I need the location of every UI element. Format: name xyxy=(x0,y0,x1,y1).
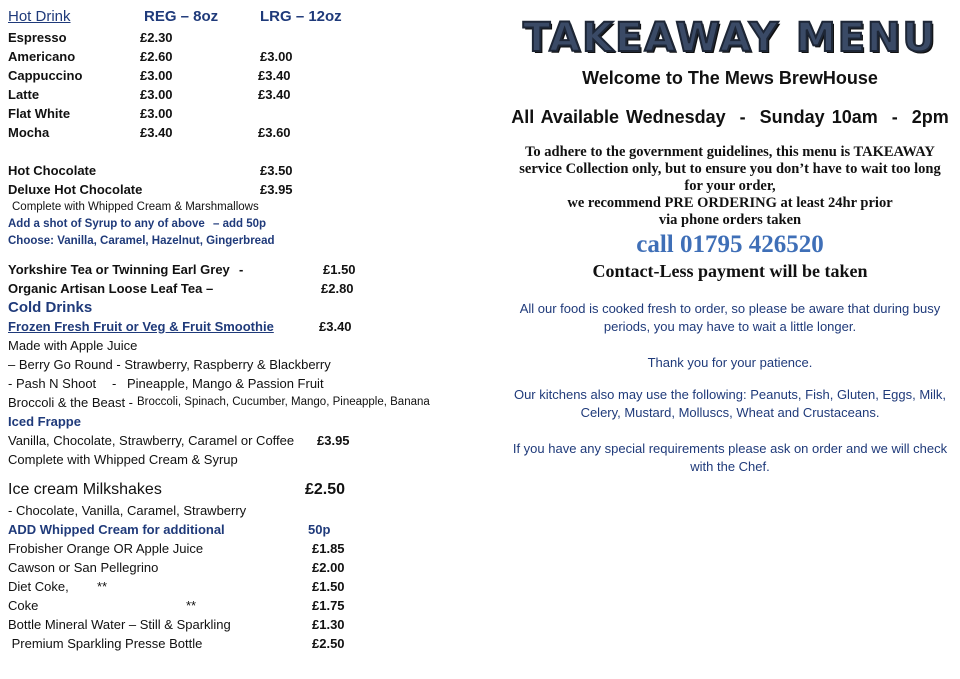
whipped-addon: ADD Whipped Cream for additional 50p xyxy=(8,522,331,537)
coffee-item: Espresso £2.30 xyxy=(8,30,173,45)
soft-drink-item: Bottle Mineral Water – Still & Sparkling £1.30 xyxy=(8,617,345,632)
smoothie-berry: – Berry Go Round - Strawberry, Raspberry & Blackberry xyxy=(8,357,331,372)
smoothie-pash: - Pash N Shoot - Pineapple, Mango & Passion Fruit xyxy=(8,376,324,391)
menu-title: TAKEAWAY MENU xyxy=(522,15,938,61)
fresh-food-note: All our food is cooked fresh to order, so please be aware that during busy periods, you may have to wait a little longer. xyxy=(519,301,941,334)
cold-drinks-heading: Cold Drinks xyxy=(8,299,93,316)
coffee-item: Americano £2.60 £3.00 xyxy=(8,49,293,64)
availability-line: All Available Wednesday - Sunday 10am - 2pm xyxy=(511,107,949,127)
coffee-item: Latte £3.00 £3.40 xyxy=(8,87,291,102)
syrup-line: Add a shot of Syrup to any of above – add 50p xyxy=(8,218,267,230)
tea-item: Organic Artisan Loose Leaf Tea – £2.80 xyxy=(8,281,354,296)
milkshake-flavours: - Chocolate, Vanilla, Caramel, Strawberry xyxy=(8,503,247,518)
phone-number: call 01795 426520 xyxy=(636,231,824,258)
reg-size-header: REG – 8oz xyxy=(144,8,219,25)
lrg-size-header: LRG – 12oz xyxy=(260,8,342,25)
coffee-item: Mocha £3.40 £3.60 xyxy=(8,125,291,140)
smoothie-broccoli: Broccoli & the Beast - Broccoli, Spinach, Cucumber, Mango, Pineapple, Banana xyxy=(8,395,430,410)
special-requirements-note: If you have any special requirements please ask on order and we will check with the Chef. xyxy=(512,441,948,474)
allergen-note: Our kitchens also may use the following: Peanuts, Fish, Gluten, Eggs, Milk, Celery, Mustard, Molluscs, Wheat and Crustaceans. xyxy=(513,387,947,420)
soft-drink-item: Coke ** £1.75 xyxy=(8,598,345,613)
frappe-flavours: Vanilla, Chocolate, Strawberry, Caramel or Coffee £3.95 xyxy=(8,433,350,448)
welcome-heading: Welcome to The Mews BrewHouse xyxy=(582,68,878,88)
hot-drink-heading: Hot Drink xyxy=(8,8,71,25)
tea-item: Yorkshire Tea or Twinning Earl Grey - £1.50 xyxy=(8,262,356,277)
coffee-item: Flat White £3.00 xyxy=(8,106,173,121)
soft-drink-item: Frobisher Orange OR Apple Juice £1.85 xyxy=(8,541,345,556)
coffee-item: Cappuccino £3.00 £3.40 xyxy=(8,68,291,83)
syrup-choices: Choose: Vanilla, Caramel, Hazelnut, Gingerbread xyxy=(8,235,275,247)
contactless-note: Contact-Less payment will be taken xyxy=(592,261,868,281)
soft-drinks-list xyxy=(8,539,478,653)
chocolate-item: Hot Chocolate £3.50 xyxy=(8,163,293,178)
coffee-list xyxy=(8,28,478,142)
milkshake-title: Ice cream Milkshakes £2.50 xyxy=(8,481,346,498)
frappe-note: Complete with Whipped Cream & Syrup xyxy=(8,452,238,467)
chocolate-item: Deluxe Hot Chocolate £3.95 xyxy=(8,182,293,197)
menu-column xyxy=(8,6,478,653)
soft-drink-item: Premium Sparkling Presse Bottle £2.50 xyxy=(8,636,345,651)
hot-drink-header xyxy=(8,6,478,28)
frappe-title: Iced Frappe xyxy=(8,414,81,429)
chocolate-note: Complete with Whipped Cream & Marshmallows xyxy=(12,201,259,213)
smoothie-title: Frozen Fresh Fruit or Veg & Fruit Smoothie £3.40 xyxy=(8,319,352,334)
soft-drink-item: Cawson or San Pellegrino £2.00 xyxy=(8,560,345,575)
soft-drink-item: Diet Coke, ** £1.50 xyxy=(8,579,345,594)
guidelines-notice: To adhere to the government guidelines, this menu is TAKEAWAY service Collection only, but to ensure you don’t have to wait too long for your order, we recommend PRE ORDERING at least 24hr prior via phone orders taken xyxy=(519,144,941,228)
thanks-note: Thank you for your patience. xyxy=(647,355,813,370)
info-column xyxy=(505,12,955,476)
smoothie-base: Made with Apple Juice xyxy=(8,338,138,353)
